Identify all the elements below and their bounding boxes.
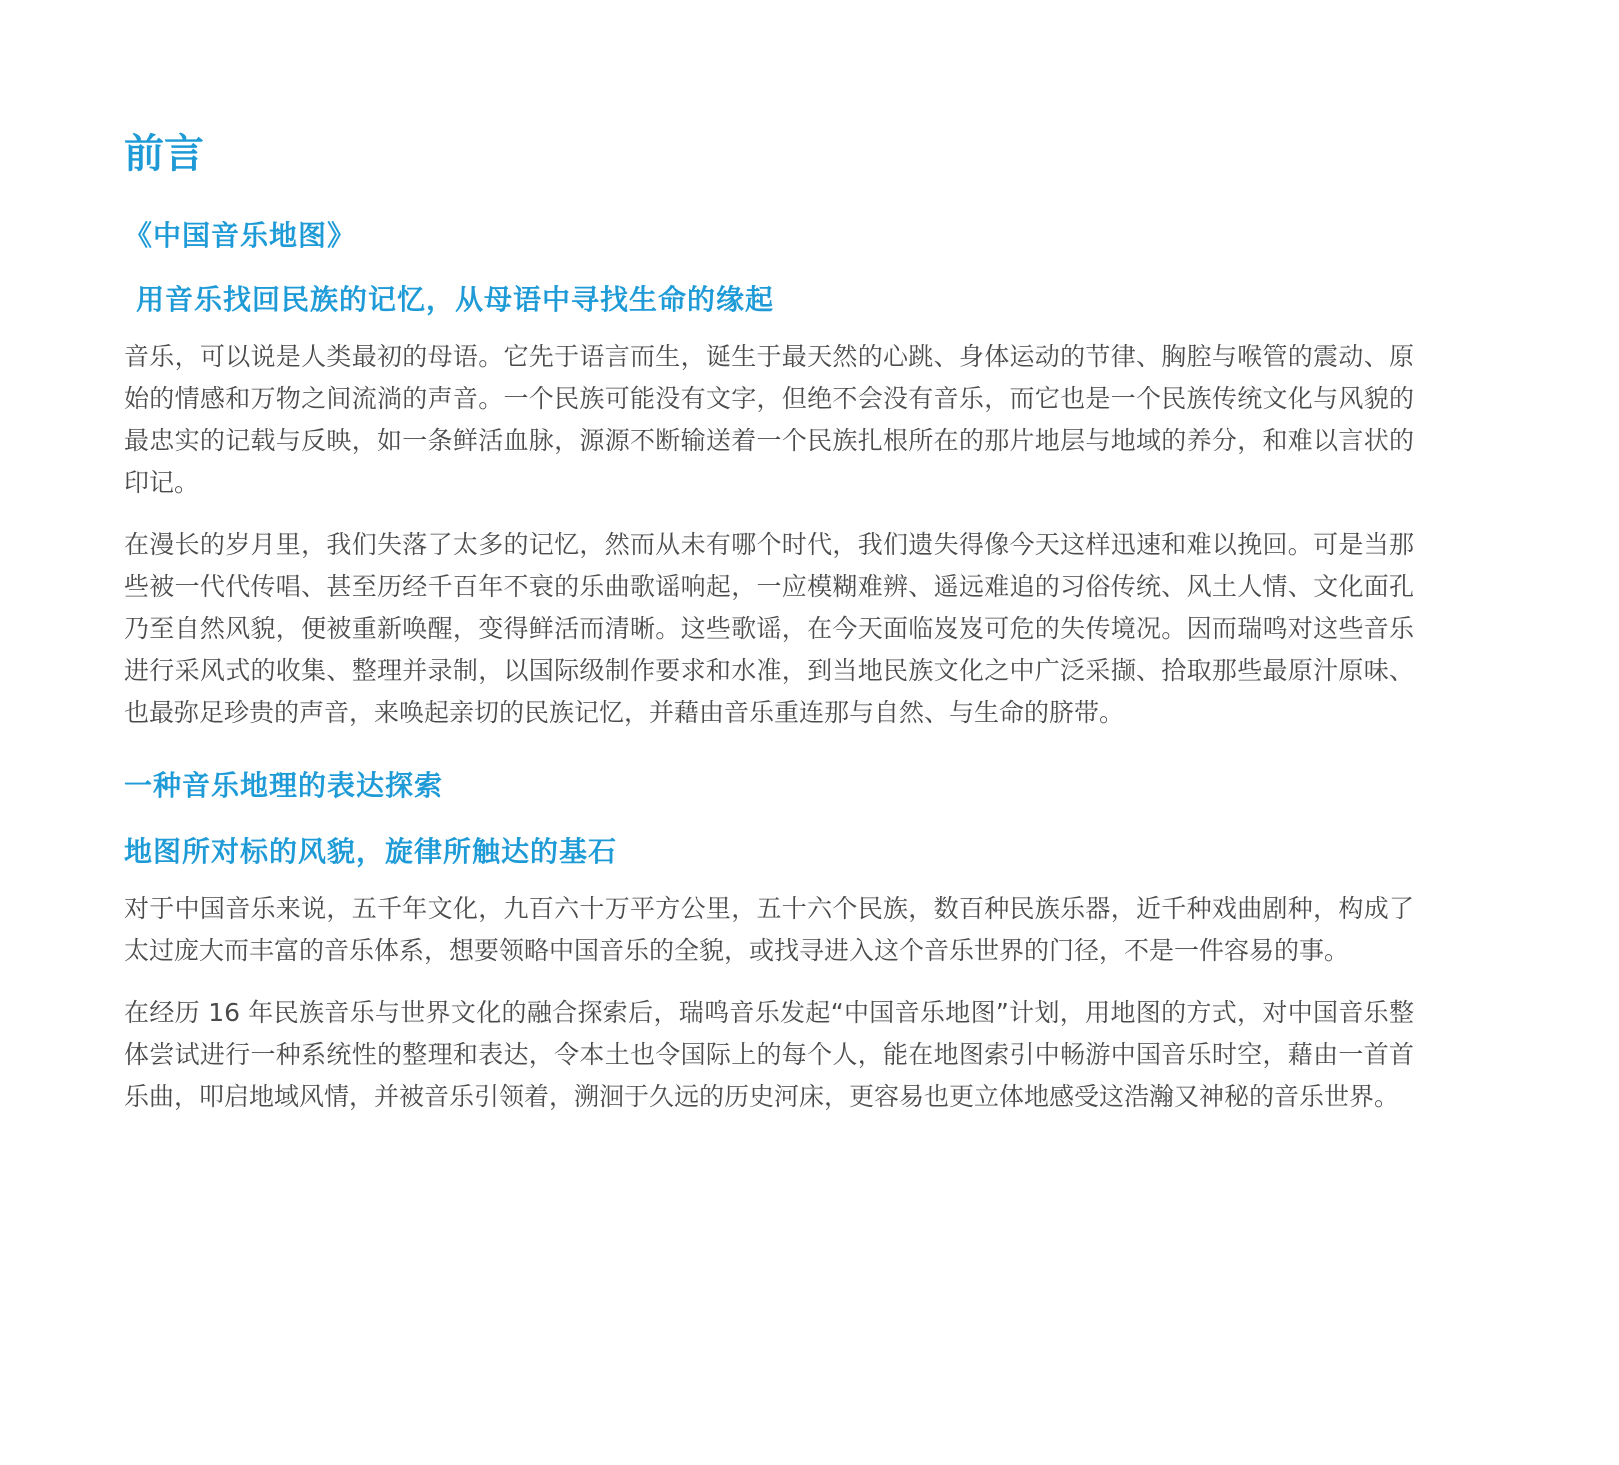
section1-subtitle: 用音乐找回民族的记忆，从母语中寻找生命的缘起 xyxy=(136,283,775,316)
page-title: 前言 xyxy=(124,130,204,177)
section1-paragraph-1: 音乐，可以说是人类最初的母语。它先于语言而生，诞生于最天然的心跳、身体运动的节律、胸腔与喉管的震动、原始的情感和万物之间流淌的声音。一个民族可能没有文字，但绝不会没有音乐，而它也是一个民族传统文化与风貌的最忠实的记载与反映，如一条鲜活血脉，源源不断输送着一个民族扎根所在的那片地层与地域的养分，和难以言状的印记。 xyxy=(124,342,1414,497)
book-title: 《中国音乐地图》 xyxy=(124,219,357,252)
section2-paragraph-2: 在经历 16 年民族音乐与世界文化的融合探索后，瑞鸣音乐发起“中国音乐地图”计划，用地图的方式，对中国音乐整体尝试进行一种系统性的整理和表达，令本土也令国际上的每个人，能在地图索引中畅游中国音乐时空，藉由一首首乐曲，叩启地域风情，并被音乐引领着，溯洄于久远的历史河床，更容易也更立体地感受这浩瀚又神秘的音乐世界。 xyxy=(124,998,1414,1111)
section1-paragraph-2: 在漫长的岁月里，我们失落了太多的记忆，然而从未有哪个时代，我们遗失得像今天这样迅速和难以挽回。可是当那些被一代代传唱、甚至历经千百年不衰的乐曲歌谣响起，一应模糊难辨、遥远难追的习俗传统、风土人情、文化面孔乃至自然风貌，便被重新唤醒，变得鲜活而清晰。这些歌谣，在今天面临岌岌可危的失传境况。因而瑞鸣对这些音乐进行采风式的收集、整理并录制，以国际级制作要求和水准，到当地民族文化之中广泛采撷、拾取那些最原汁原味、也最弥足珍贵的声音，来唤起亲切的民族记忆，并藉由音乐重连那与自然、与生命的脐带。 xyxy=(124,530,1414,727)
document-page xyxy=(124,128,1414,1138)
section2-paragraph-1: 对于中国音乐来说，五千年文化，九百六十万平方公里，五十六个民族，数百种民族乐器，近千种戏曲剧种，构成了太过庞大而丰富的音乐体系，想要领略中国音乐的全貌，或找寻进入这个音乐世界的门径，不是一件容易的事。 xyxy=(124,894,1414,965)
section2-subtitle: 地图所对标的风貌，旋律所触达的基石 xyxy=(124,835,618,868)
section2-heading: 一种音乐地理的表达探索 xyxy=(124,769,444,802)
